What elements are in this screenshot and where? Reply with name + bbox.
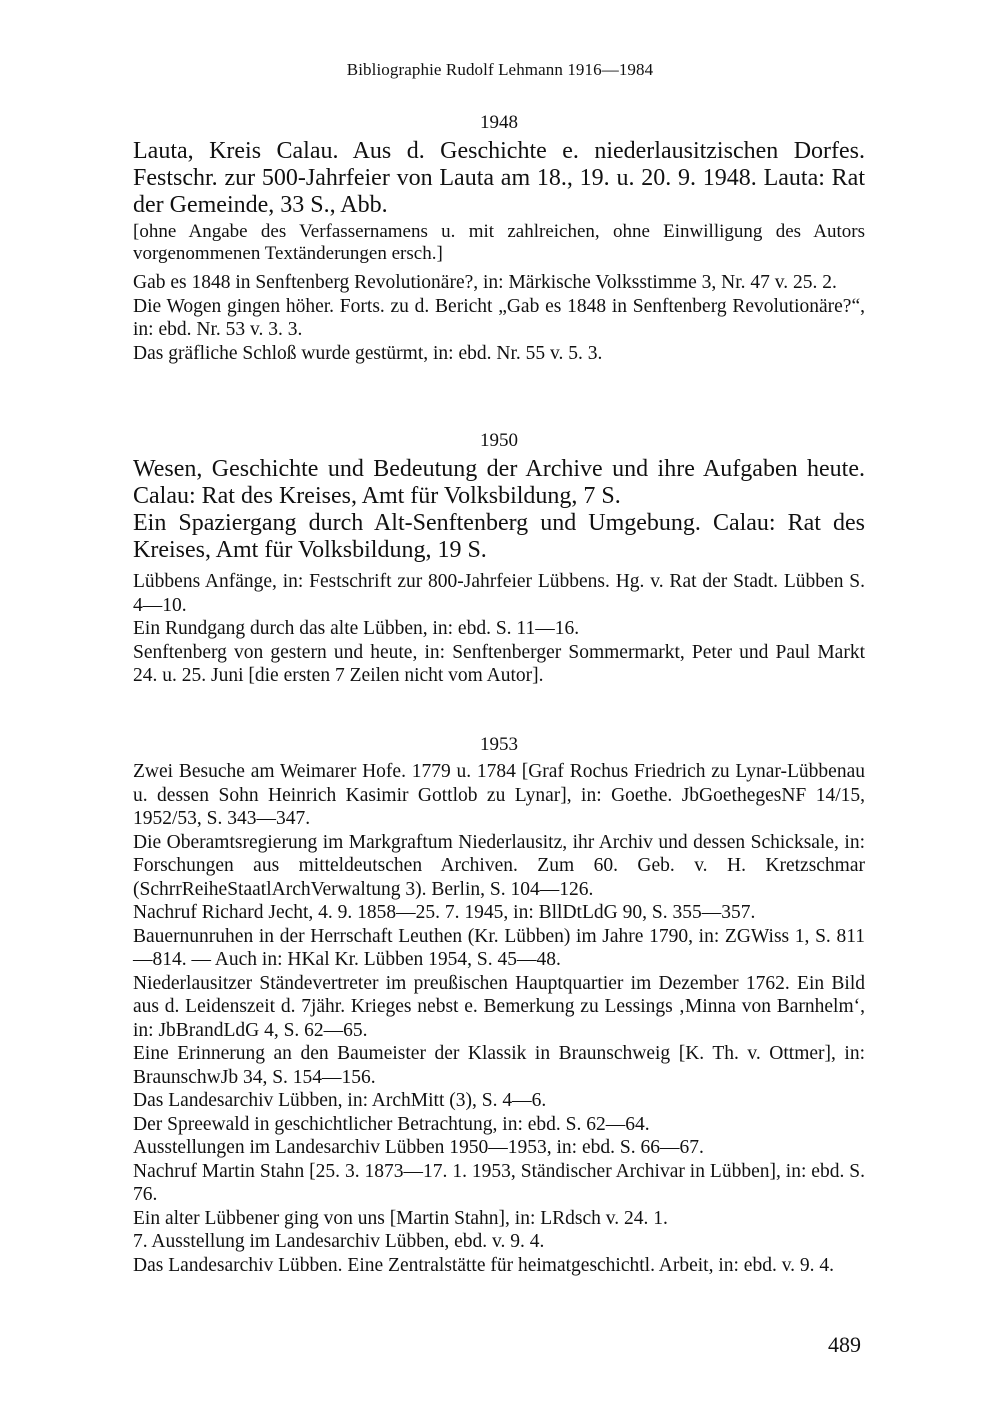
book-entry: Wesen, Geschichte und Bedeutung der Archive und ihre Aufgaben heute. Calau: Rat des Kreises, Amt für Volksbildung, 7 S. [133,456,865,509]
article-entry: 7. Ausstellung im Landesarchiv Lübben, ebd. v. 9. 4. [133,1231,545,1252]
year-heading: 1953 [480,734,518,755]
article-entry: Ein alter Lübbener ging von uns [Martin Stahn], in: LRdsch v. 24. 1. [133,1207,668,1229]
book-entry: Lauta, Kreis Calau. Aus d. Geschichte e. niederlausitzischen Dorfes. Festschr. zur 500-Jahrfeier von Lauta am 18., 19. u. 20. 9. 1948. Lauta: Rat der Gemeinde, 33 S., Abb. [133,138,865,218]
book-entry: Ein Spaziergang durch Alt-Senftenberg und Umgebung. Calau: Rat des Kreises, Amt für Volksbildung, 19 S. [133,510,865,563]
article-entry: Das Landesarchiv Lübben, in: ArchMitt (3), S. 4—6. [133,1090,547,1111]
article-entry: Nachruf Richard Jecht, 4. 9. 1858—25. 7. 1945, in: BllDtLdG 90, S. 355—357. [133,902,756,923]
entry-note: [ohne Angabe des Verfassernamens u. mit zahlreichen, ohne Einwilligung des Autors vorgenommenen Textänderungen ersch.] [133,221,865,264]
running-header: Bibliographie Rudolf Lehmann 1916—1984 [346,60,654,79]
article-entry: Senftenberg von gestern und heute, in: Senftenberger Sommermarkt, Peter und Paul Markt 24. u. 25. Juni [die ersten 7 Zeilen nicht vom Autor]. [133,641,865,686]
year-heading: 1950 [480,430,518,451]
section-1948 [133,112,865,365]
article-entry: Lübbens Anfänge, in: Festschrift zur 800-Jahrfeier Lübbens. Hg. v. Rat der Stadt. Lübben S. 4—10. [133,571,865,616]
article-entry: Zwei Besuche am Weimarer Hofe. 1779 u. 1784 [Graf Rochus Friedrich zu Lynar-Lübbenau u. dessen Sohn Heinrich Kasimir Gottlob zu Lynar], in: Goethe. JbGoethegesNF 14/15, 1952/53, S. 343—347. [133,761,865,829]
article-entry: Bauernunruhen in der Herrschaft Leuthen (Kr. Lübben) im Jahre 1790, in: ZGWiss 1, S. 811—814. — Auch in: HKal Kr. Lübben 1954, S. 45—48. [133,925,865,970]
article-entry: Das gräfliche Schloß wurde gestürmt, in: ebd. Nr. 55 v. 5. 3. [133,342,603,364]
section-1950 [133,430,865,688]
article-entry: Das Landesarchiv Lübben. Eine Zentralstätte für heimatgeschichtl. Arbeit, in: ebd. v. 9. 4. [133,1254,835,1276]
article-entry: Ausstellungen im Landesarchiv Lübben 1950—1953, in: ebd. S. 66—67. [133,1137,704,1158]
article-entry: Eine Erinnerung an den Baumeister der Klassik in Braunschweig [K. Th. v. Ottmer], in: BraunschwJb 34, S. 154—156. [133,1043,865,1088]
article-entry: Der Spreewald in geschichtlicher Betrachtung, in: ebd. S. 62—64. [133,1113,650,1135]
section-1953 [133,734,865,1277]
article-entry: Ein Rundgang durch das alte Lübben, in: ebd. S. 11—16. [133,618,580,639]
article-entry: Niederlausitzer Ständevertreter im preußischen Hauptquartier im Dezember 1762. Ein Bild aus d. Leidenszeit d. 7jähr. Krieges nebst e. Bemerkung zu Lessings ‚Minna von Barnhelm‘, in: JbBrandLdG 4, S. 62—65. [133,972,865,1041]
year-heading: 1948 [480,112,518,133]
article-entry: Die Wogen gingen höher. Forts. zu d. Bericht „Gab es 1848 in Senftenberg Revolutionäre?“, in: ebd. Nr. 53 v. 3. 3. [133,295,865,340]
page-number: 489 [828,1332,861,1357]
article-entry: Nachruf Martin Stahn [25. 3. 1873—17. 1. 1953, Ständischer Archivar in Lübben], in: ebd. S. 76. [133,1160,865,1205]
article-entry: Gab es 1848 in Senftenberg Revolutionäre?, in: Märkische Volksstimme 3, Nr. 47 v. 25. 2. [133,272,837,293]
article-entry: Die Oberamtsregierung im Markgraftum Niederlausitz, ihr Archiv und dessen Schicksale, in: Forschungen aus mitteldeutschen Archiven. Zum 60. Geb. v. H. Kretzschmar (SchrrReiheStaatlArchVerwaltung 3). Berlin, S. 104—126. [133,831,865,900]
